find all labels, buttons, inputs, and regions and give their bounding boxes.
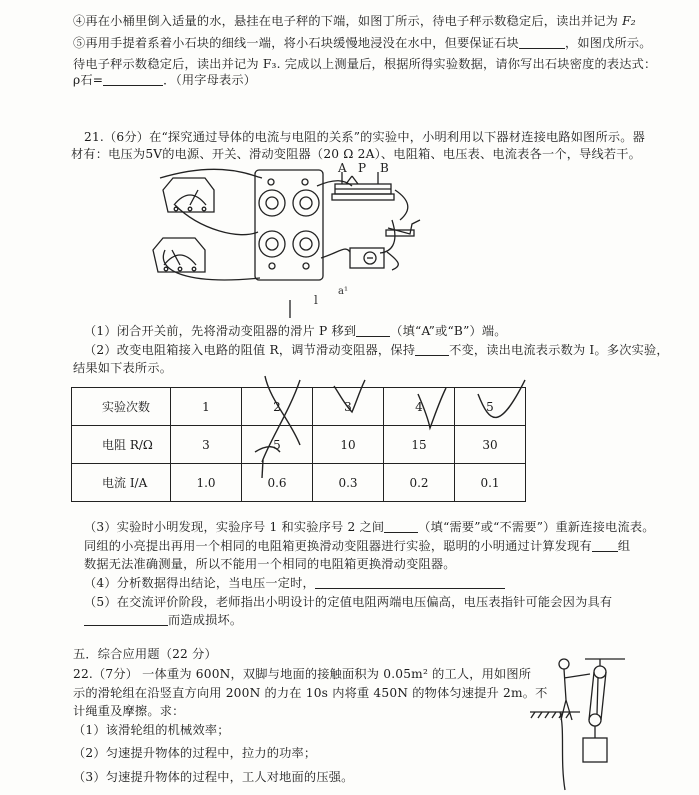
blank-conclusion[interactable] xyxy=(315,576,505,589)
q21-sub3-c: 同组的小亮提出再用一个相同的电阻箱更换滑动变阻器进行实验，聪明的小明通过计算发现有 xyxy=(84,539,592,553)
ammeter-icon xyxy=(153,238,205,272)
text-line-2-b: ，如图戊所示。 xyxy=(564,36,652,50)
cell-current-5: 0.1 xyxy=(455,464,526,502)
experiment-table xyxy=(71,387,526,502)
label-a: A xyxy=(338,161,347,175)
cell-resistance-5: 30 xyxy=(455,426,526,464)
figure-tick-label: l xyxy=(314,293,318,307)
q21-sub5: （5）在交流评价阶段，老师指出小明设计的定值电阻两端电压偏高，电压表指针可能会因为具有 xyxy=(84,595,613,609)
header-resistance: 电阻 R/Ω xyxy=(72,426,171,464)
blank-reconnect-ammeter[interactable] xyxy=(384,520,418,533)
cell-trial-3: 3 xyxy=(313,388,384,426)
header-current: 电流 I/A xyxy=(72,464,171,502)
q21-sub1-b: （填“A”或“B”）端。 xyxy=(390,324,507,338)
cell-current-3: 0.3 xyxy=(313,464,384,502)
cell-trial-5: 5 xyxy=(455,388,526,426)
text-line-2-a: ⑤再用手提着系着小石块的细线一端，将小石块缓慢地浸没在水中，但要保证石块 xyxy=(73,36,519,50)
cell-current-2: 0.6 xyxy=(242,464,313,502)
q21-sub5-b: 而造成损坏。 xyxy=(168,613,243,627)
voltmeter-icon xyxy=(163,178,214,212)
rheostat-icon xyxy=(332,172,394,200)
rho-label: ρ石= xyxy=(73,73,104,87)
resistance-box-icon xyxy=(255,170,323,280)
q21-sub2-a: （2）改变电阻箱接入电路的阻值 R，调节滑动变阻器，保持 xyxy=(84,343,416,357)
q21-sub2-b: 不变，读出电流表示数为 I。多次实验， xyxy=(449,343,669,357)
label-b: B xyxy=(380,161,389,175)
cell-trial-1: 1 xyxy=(171,388,242,426)
q22-line-2: 示的滑轮组在沿竖直方向用 200N 的力在 10s 内将重 450N 的物体匀速提升 2m。不 xyxy=(73,686,548,700)
cell-current-1: 1.0 xyxy=(171,464,242,502)
text-line-3: 待电子秤示数稳定后，读出并记为 F₃. 完成以上测量后，根据所得实验数据，请你写出石块密度的表达式： xyxy=(73,57,657,71)
table-row-current xyxy=(72,464,526,502)
blank-constant-quantity[interactable] xyxy=(415,343,449,356)
text-line-4-b: ．（用字母表示） xyxy=(163,73,257,87)
q21-line-2: 材有：电压为5V的电源、开关、滑动变阻器（20 Ω 2A）、电阻箱、电压表、电流表各一个，导线若干。 xyxy=(71,147,642,161)
cell-trial-4: 4 xyxy=(384,388,455,426)
q22-line-3: 计绳重及摩擦。求： xyxy=(73,704,185,718)
var-f2: F₂ xyxy=(622,14,636,28)
q21-sub3 xyxy=(84,518,655,535)
q22-item-1: （1）该滑轮组的机械效率； xyxy=(73,723,230,737)
header-trial: 实验次数 xyxy=(72,388,171,426)
section5-title: 五．综合应用题（22 分） xyxy=(73,647,217,661)
q21-sub4: （4）分析数据得出结论，当电压一定时， xyxy=(84,576,315,590)
q21-sub2 xyxy=(84,341,669,358)
q21-sub2-c: 结果如下表所示。 xyxy=(73,361,173,375)
text-line-1 xyxy=(73,12,636,29)
q21-sub3-e: 数据无法准确测量，所以不能用一个相同的电阻箱更换滑动变阻器。 xyxy=(84,557,456,571)
q22-item-3: （3）匀速提升物体的过程中，工人对地面的压强。 xyxy=(73,770,354,784)
cell-resistance-3: 10 xyxy=(313,426,384,464)
blank-slider-end[interactable] xyxy=(356,324,390,337)
blank-group-count[interactable] xyxy=(592,539,618,552)
q22-line-1: 22.（7分） 一体重为 600N，双脚与地面的接触面积为 0.05m² 的工人，用如图所 xyxy=(73,667,532,681)
q21-sub3-line2 xyxy=(84,537,630,554)
text-line-4 xyxy=(73,71,256,88)
table-row-resistance xyxy=(72,426,526,464)
q21-sub1-a: （1）闭合开关前，先将滑动变阻器的滑片 P 移到 xyxy=(84,324,357,338)
cell-resistance-1: 3 xyxy=(171,426,242,464)
label-p: P xyxy=(358,161,367,175)
q21-sub3-b: （填“需要”或“不需要”）重新连接电流表。 xyxy=(418,520,655,534)
cell-resistance-2: 5 xyxy=(242,426,313,464)
cell-resistance-4: 15 xyxy=(384,426,455,464)
text-line-1-body: ④再在小桶里倒入适量的水，悬挂在电子秤的下端，如图丁所示，待电子秤示数稳定后，读出并记为 xyxy=(73,14,619,28)
circuit-figure xyxy=(153,169,420,318)
figure-handwritten-note: a¹ xyxy=(338,286,348,297)
text-line-2 xyxy=(73,34,652,51)
q21-line-1: 21.（6分）在“探究通过导体的电流与电阻的关系”的实验中，小明利用以下器材连接电路如图所示。器 xyxy=(84,130,646,144)
q21-sub4-line xyxy=(84,574,505,591)
q21-sub3-d: 组 xyxy=(617,539,631,553)
q21-sub1 xyxy=(84,322,507,339)
table-row-trials xyxy=(72,388,526,426)
switch-icon xyxy=(386,220,420,236)
cell-trial-2: 2 xyxy=(242,388,313,426)
blank-stone-condition[interactable] xyxy=(519,36,565,49)
q21-sub5-line2 xyxy=(84,611,242,628)
blank-damage-reason[interactable] xyxy=(84,613,168,626)
power-supply-icon xyxy=(350,248,384,268)
q22-item-2: （2）匀速提升物体的过程中，拉力的功率； xyxy=(73,746,317,760)
pulley-figure xyxy=(530,659,625,790)
q21-sub3-a: （3）实验时小明发现，实验序号 1 和实验序号 2 之间 xyxy=(84,520,385,534)
cell-current-4: 0.2 xyxy=(384,464,455,502)
blank-density-expression[interactable] xyxy=(103,73,163,86)
